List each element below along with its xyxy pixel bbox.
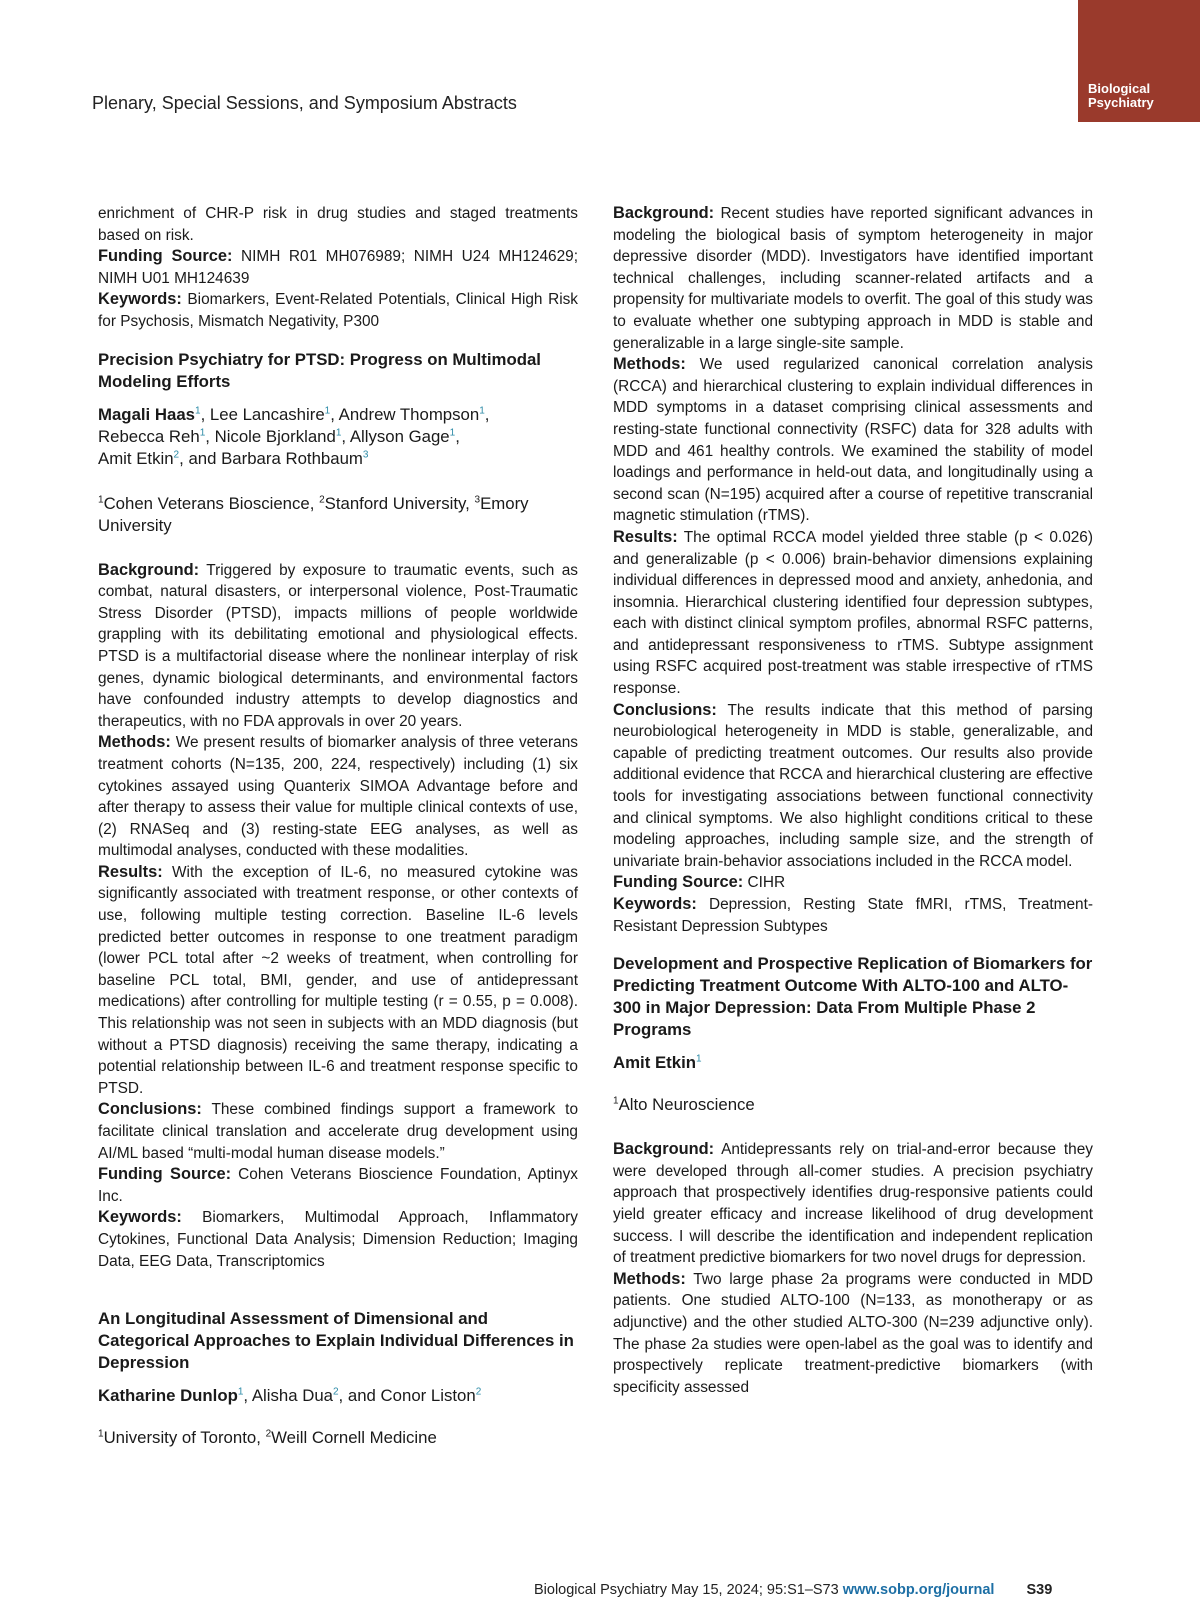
affiliations — [613, 1094, 1093, 1116]
keywords-text: Biomarkers, Event-Related Potentials, Clinical High Risk for Psychosis, Mismatch Negativity, P300 — [98, 291, 578, 330]
conclusions-text: The results indicate that this method of parsing neurobiological heterogeneity in MDD is stable, generalizable, and capable of predicting treatment outcomes. Our results also provide additional evidence that RCCA and hierarchical clustering are effective tools for investigating associations between functional connectivity and clinical symptoms. We also highlight conditions critical to these modeling approaches, including sample size, and the strength of univariate brain-behavior associations included in the RCCA model. — [613, 701, 1093, 870]
affiliation: Stanford University, — [324, 493, 470, 513]
background-text: Recent studies have reported significant advances in modeling the biological basis of symptom heterogeneity in major depressive disorder (MDD). Investigators have identified important technical challenges, including scanner-related artifacts and a propensity for multivariate models to overfit. The goal of this study was to evaluate whether one subtyping approach in MDD is stable and generalizable in a large single-site sample. — [613, 205, 1093, 352]
right-column — [613, 203, 1093, 1398]
conclusions-label: Conclusions: — [613, 700, 717, 719]
author-sup: 1 — [237, 1386, 244, 1398]
running-header: Plenary, Special Sessions, and Symposium Abstracts — [92, 93, 517, 113]
author-sup: 2 — [173, 448, 180, 460]
presenting-author: Katharine Dunlop — [98, 1386, 238, 1406]
affiliation: Emory University — [98, 493, 529, 535]
methods-text: We present results of biomarker analysis of three veterans treatment cohorts (N=135, 200, 224, respectively) including (1) six cytokines assayed using Quanterix SIMOA Advantage before and after therapy to assess their value for multiple clinical contexts of use, (2) RNASeq and (3) resting-state EEG analyses, as well as multimodal analyses, conducted with these modalities. — [98, 734, 578, 860]
affiliations — [98, 493, 578, 537]
author-sup: 2 — [332, 1386, 339, 1398]
author-list: Magali Haas$^1$, Lee Lancashire$^1$, Andrew Thompson$^1$, Rebecca Reh$^1$, Nicole Bjorkland$^1$, Allyson Gage$^1$, Amit Etkin$^2$, and Barbara Rothbaum$^3$ — [98, 404, 490, 468]
funding-label: Funding Source: — [98, 1165, 232, 1184]
keywords-label: Keywords: — [98, 290, 182, 309]
keywords — [613, 894, 1093, 937]
keywords-label: Keywords: — [613, 895, 697, 913]
journal-link[interactable]: www.sobp.org/journal — [842, 1582, 995, 1598]
author-sup: 1 — [195, 404, 201, 416]
author: and Conor Liston — [347, 1386, 476, 1406]
aff-sup: 1 — [98, 493, 104, 505]
aff-sup: 3 — [474, 493, 481, 505]
background-label: Background: — [98, 560, 200, 579]
affiliation: Alto Neuroscience — [618, 1095, 755, 1115]
results-section — [613, 527, 1093, 700]
aff-sup: 1 — [98, 1428, 104, 1440]
keywords — [98, 289, 578, 332]
conclusions-text: These combined findings support a framework to facilitate clinical translation and accelerate drug development using AI/ML based “multi-modal human disease models.” — [98, 1101, 579, 1162]
abstract-title: An Longitudinal Assessment of Dimensional and Categorical Approaches to Explain Individual Differences in Depression — [98, 1309, 574, 1373]
page-footer — [534, 1582, 1052, 1598]
results-label: Results: — [613, 527, 678, 546]
abstract-title: Precision Psychiatry for PTSD: Progress on Multimodal Modeling Efforts — [98, 349, 541, 391]
left-column — [98, 203, 578, 1449]
funding-source — [98, 246, 578, 289]
presenting-author: Amit Etkin — [613, 1053, 696, 1073]
affiliation: University of Toronto, — [103, 1428, 261, 1448]
author-sup: 2 — [475, 1386, 482, 1398]
conclusions-section — [613, 700, 1093, 873]
author-sup: 1 — [199, 426, 206, 438]
funding-text: NIMH R01 MH076989; NIMH U24 MH124629; NIMH U01 MH124639 — [98, 248, 578, 287]
author: Rebecca Reh — [98, 426, 200, 446]
author-sup: 1 — [324, 404, 331, 416]
author: Lee Lancashire — [209, 404, 325, 424]
abstract-title: Development and Prospective Replication of Biomarkers for Predicting Treatment Outcome With ALTO-100 and ALTO-300 in Major Depression: Data From Multiple Phase 2 Programs — [613, 954, 1093, 1040]
intro-paragraph: enrichment of CHR-P risk in drug studies and staged treatments based on risk. — [98, 205, 578, 244]
author: Alisha Dua — [251, 1386, 333, 1406]
funding-source — [613, 872, 1093, 894]
keywords-text: Biomarkers, Multimodal Approach, Inflammatory Cytokines, Functional Data Analysis; Dimension Reduction; Imaging Data, EEG Data, Transcriptomics — [98, 1209, 578, 1270]
author-sup: 3 — [362, 448, 369, 460]
methods-text: Two large phase 2a programs were conducted in MDD patients. One studied ALTO-100 (N=133, as monotherapy or as adjunctive) and the other studied ALTO-300 (N=239 adjunctive only). The phase 2a studies were open-label as the goal was to identify and prospectively replicate treatment-predictive biomarkers (with specificity assessed — [613, 1270, 1093, 1396]
aff-sup: 2 — [319, 493, 325, 505]
funding-text: CIHR — [747, 874, 786, 892]
author-sup: 1 — [449, 426, 456, 438]
methods-text: We used regularized canonical correlation analysis (RCCA) and hierarchical clustering to explain individual differences in MDD symptoms in a dataset comprising clinical assessments and resting-state functional connectivity (RSFC) data for 328 adults with MDD and 461 healthy controls. We examined the stability of model loadings and performance in held-out data, and longitudinally using a second scan (N=195) acquired after a course of repetitive transcranial magnetic stimulation (rTMS). — [613, 356, 1093, 525]
aff-sup: 1 — [613, 1095, 619, 1107]
background-section — [613, 1139, 1093, 1269]
author: and Barbara Rothbaum — [188, 448, 363, 468]
author: Amit Etkin — [98, 448, 174, 468]
presenting-author: Magali Haas — [98, 404, 196, 424]
journal-badge-text — [1088, 82, 1154, 110]
methods-label: Methods: — [613, 355, 686, 374]
journal-badge — [1078, 0, 1200, 122]
results-text: The optimal RCCA model yielded three stable (p < 0.026) and generalizable (p < 0.006) brain-behavior dimensions explaining individual differences in depressed mood and anxiety, anhedonia, and insomnia. Hierarchical clustering identified four depression subtypes, each with distinct clinical symptom profiles, abnormal RSFC patterns, and antidepressant responsiveness to rTMS. Subtype assignment using RSFC acquired post-treatment was stable irrespective of rTMS response. — [613, 528, 1093, 698]
methods-label: Methods: — [613, 1269, 686, 1288]
methods-label: Methods: — [98, 733, 171, 752]
funding-label: Funding Source: — [98, 247, 233, 266]
funding-source — [98, 1164, 578, 1207]
journal-badge-line1: Biological — [1088, 81, 1151, 96]
results-label: Results: — [98, 862, 163, 881]
funding-text: Cohen Veterans Bioscience Foundation, Aptinyx Inc. — [98, 1166, 578, 1205]
author: Andrew Thompson — [338, 404, 480, 424]
background-section — [98, 560, 578, 733]
methods-section — [98, 732, 578, 862]
funding-label: Funding Source: — [613, 873, 744, 892]
footer-citation: Biological Psychiatry May 15, 2024; 95:S1–S73 — [534, 1582, 839, 1598]
background-section — [613, 203, 1093, 354]
background-label: Background: — [613, 204, 715, 222]
results-section — [98, 862, 578, 1100]
background-text: Antidepressants rely on trial-and-error because they were developed through all-comer studies. A precision psychiatry approach that prospectively identifies drug-responsive patients could yield greater efficacy and increase likelihood of drug development success. I will describe the identification and independent replication of treatment predictive biomarkers for two novel drugs for depression. — [613, 1141, 1093, 1267]
conclusions-label: Conclusions: — [98, 1100, 202, 1119]
background-label: Background: — [613, 1140, 715, 1159]
background-text: Triggered by exposure to traumatic events, such as combat, natural disasters, or interpersonal violence, Post-Traumatic Stress Disorder (PTSD), impacts millions of people worldwide grappling with its debilitating emotional and physiological effects. PTSD is a multifactorial disease where the nonlinear interplay of risk genes, dynamic biological determinants, and environmental factors have confounded industry attempts to develop diagnostics and therapeutics, with no FDA approvals in over 20 years. — [98, 561, 579, 730]
journal-badge-line2: Psychiatry — [1088, 95, 1154, 110]
author-sup: 1 — [335, 426, 342, 438]
author-list: Katharine Dunlop$^1$, Alisha Dua$^2$, and Conor Liston$^2$ — [98, 1386, 482, 1406]
results-text: With the exception of IL-6, no measured cytokine was significantly associated with treatment response, or other contexts of use, following multiple testing correction. Baseline IL-6 levels predicted better outcomes in response to one treatment paradigm (lower PCL total after ~2 weeks of treatment, when controlling for baseline PCL total, BMI, gender, and use of antidepressant medications) after controlling for multiple testing (r = 0.55, p = 0.008). This relationship was not seen in subjects with an MDD diagnosis (but without a PTSD diagnosis) receiving the same therapy, indicating a potential relationship between IL-6 and treatment response specific to PTSD. — [98, 863, 578, 1097]
conclusions-section — [98, 1099, 578, 1164]
author-sup: 1 — [695, 1053, 702, 1065]
aff-sup: 2 — [265, 1428, 272, 1440]
methods-section — [613, 1269, 1093, 1399]
affiliation: Weill Cornell Medicine — [271, 1428, 437, 1448]
keywords — [98, 1207, 578, 1272]
methods-section — [613, 354, 1093, 527]
page-number: S39 — [1026, 1582, 1053, 1598]
affiliation: Cohen Veterans Bioscience, — [103, 493, 315, 513]
author-list — [613, 1052, 1093, 1074]
author: Nicole Bjorkland — [214, 426, 336, 446]
affiliations — [98, 1427, 578, 1449]
keywords-text: Depression, Resting State fMRI, rTMS, Treatment-Resistant Depression Subtypes — [613, 896, 1093, 935]
keywords-label: Keywords: — [98, 1208, 182, 1227]
author: Allyson Gage — [349, 426, 450, 446]
author-sup: 1 — [479, 404, 485, 416]
